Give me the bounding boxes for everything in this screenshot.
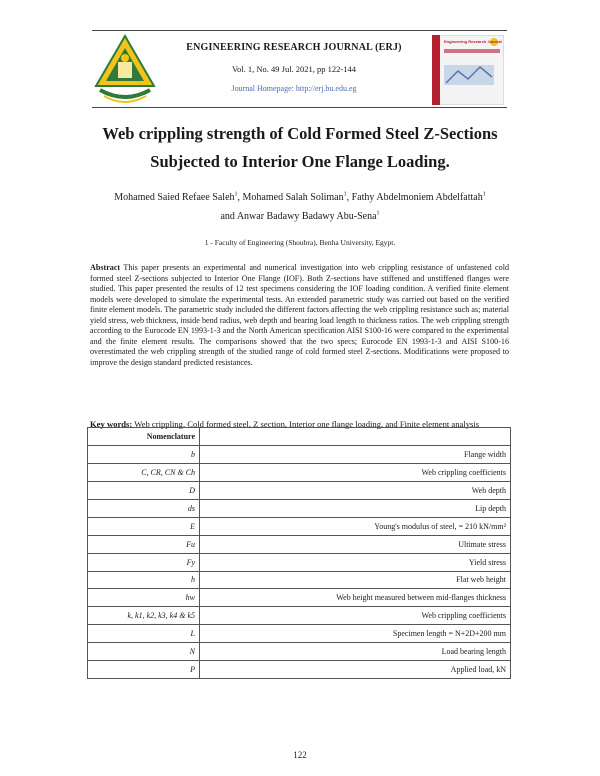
symbol-cell: h <box>88 571 200 589</box>
table-row <box>88 589 511 607</box>
affiliation-marker: 1 <box>376 210 380 217</box>
university-logo <box>94 34 156 106</box>
definition-cell: Specimen length = N+2D+200 mm <box>200 625 511 643</box>
symbol-cell: Fu <box>88 535 200 553</box>
author-list-line-2 <box>50 211 550 222</box>
paper-title-line-2: Subjected to Interior One Flange Loading. <box>150 152 450 171</box>
symbol-cell: ds <box>88 499 200 517</box>
author-3: , Fathy Abdelmoniem Abdelfattah <box>346 192 483 203</box>
page-number: 122 <box>293 750 307 760</box>
author-2: , Mohamed Salah Soliman <box>237 192 344 203</box>
symbol-cell: b <box>88 445 200 463</box>
table-row <box>88 535 511 553</box>
definition-cell: Web depth <box>200 481 511 499</box>
affiliation-marker: 1 <box>482 191 486 198</box>
definition-cell: Load bearing length <box>200 643 511 661</box>
table-row <box>88 661 511 679</box>
cover-title: Engineering Research Journal <box>444 39 502 44</box>
table-row <box>88 625 511 643</box>
definition-cell: Ultimate stress <box>200 535 511 553</box>
definition-cell: Web crippling coefficients <box>200 463 511 481</box>
journal-name: ENGINEERING RESEARCH JOURNAL (ERJ) <box>186 42 402 53</box>
paper-title-line-1: Web crippling strength of Cold Formed Steel Z-Sections <box>102 124 498 143</box>
author-1: Mohamed Saied Refaee Saleh <box>114 192 235 203</box>
nomenclature-table <box>87 427 511 679</box>
abstract <box>90 263 509 368</box>
symbol-cell: E <box>88 517 200 535</box>
table-row <box>88 571 511 589</box>
definition-cell: Young's modulus of steel, = 210 kN/mm² <box>200 517 511 535</box>
author-4: and Anwar Badawy Badawy Abu-Sena <box>220 211 377 222</box>
journal-homepage-link[interactable]: Journal Homepage: http://erj.bu.edu.eg <box>231 84 357 93</box>
definition-cell: Lip depth <box>200 499 511 517</box>
affiliation-marker: 1 <box>234 191 238 198</box>
journal-cover-thumbnail <box>432 35 504 105</box>
definition-cell: Flat web height <box>200 571 511 589</box>
table-row <box>88 643 511 661</box>
definition-cell: Applied load, kN <box>200 661 511 679</box>
table-row <box>88 553 511 571</box>
table-row <box>88 499 511 517</box>
symbol-cell: N <box>88 643 200 661</box>
keywords-text: Web crippling, Cold formed steel, Z section, Interior one flange loading, and Finite element analysis <box>132 419 480 429</box>
definition-cell: Yield stress <box>200 553 511 571</box>
symbol-cell: Fy <box>88 553 200 571</box>
affiliation-marker: 1 <box>343 191 347 198</box>
table-row <box>88 481 511 499</box>
affiliation: 1 - Faculty of Engineering (Shoubra), Benha University, Egypt. <box>204 238 396 247</box>
nomenclature-heading-empty <box>200 428 511 446</box>
table-row <box>88 463 511 481</box>
table-row <box>88 607 511 625</box>
abstract-label: Abstract <box>90 263 121 272</box>
author-list-line-1 <box>50 192 550 203</box>
table-header-row <box>88 428 511 446</box>
definition-cell: Web crippling coefficients <box>200 607 511 625</box>
header-top-rule <box>92 30 507 31</box>
table-row <box>88 517 511 535</box>
symbol-cell: P <box>88 661 200 679</box>
symbol-cell: C, CR, CN & Ch <box>88 463 200 481</box>
definition-cell: Flange width <box>200 445 511 463</box>
abstract-text: This paper presents an experimental and numerical investigation into web crippling resistance of unfastened cold formed steel Z-sections subjected to Interior One Flange (IOF). Both Z-sections have stiffened and unstiffened flanges were studied. This paper presented the results of 12 test specimens considering the IOF loading condition. A verified finite element models were developed to simulate the experimental tests. An extended parametric study was carried out based on the verified finite element models. The parametric study included the different factors affecting the web crippling resistance such as; material yield stress, web thickness, inside bend radius, web depth and bearing load length to thickness ratios. The web crippling strength according to the Eurocode EN 1993-1-3 and the North American specification AISI S100-16 were compared to the experimental and the finite element results. The comparisons showed that the two specs; Eurocode EN 1993-1-3 and AISI S100-16 overestimated the web crippling strength of the studied range of cold formed steel Z-sections. Modifications were proposed to improve the design standard predicted resistances. <box>90 263 509 367</box>
header-bottom-rule <box>92 107 507 108</box>
symbol-cell: hw <box>88 589 200 607</box>
keywords-label: Key words: <box>90 419 133 429</box>
table-row <box>88 445 511 463</box>
symbol-cell: D <box>88 481 200 499</box>
journal-issue: Vol. 1, No. 49 Jul. 2021, pp 122-144 <box>231 64 357 74</box>
symbol-cell: k, k1, k2, k3, k4 & k5 <box>88 607 200 625</box>
definition-cell: Web height measured between mid-flanges thickness <box>200 589 511 607</box>
symbol-cell: L <box>88 625 200 643</box>
nomenclature-heading: Nomenclature <box>88 428 200 446</box>
